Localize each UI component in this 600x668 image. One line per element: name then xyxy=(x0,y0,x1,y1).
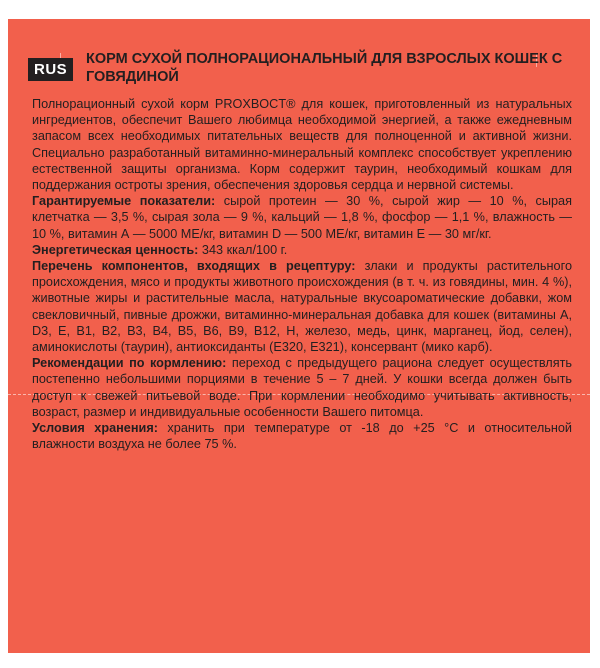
label-text-body xyxy=(32,96,572,452)
section-storage-conditions xyxy=(32,420,572,452)
section-heading: Рекомендации по кормлению: xyxy=(32,356,227,371)
section-guaranteed-analysis xyxy=(32,193,572,242)
section-heading: Перечень компонентов, входящих в рецептуру: xyxy=(32,259,356,274)
section-text: хранить при температуре от -18 до +25 °С и относительной влажности воздуха не более 75 %. xyxy=(32,421,572,452)
section-text: сырой протеин — 30 %, сырой жир — 10 %, сырая клетчатка — 3,5 %, сырая зола — 9 %, кальций — 1,8 %, фосфор — 1,1 %, влажность — 10 %, витамин А — 5000 МЕ/кг, витамин D — 500 МЕ/кг, витамин Е — 30 мг/кг. xyxy=(32,194,572,241)
section-feeding-recommendations xyxy=(32,355,572,420)
intro-paragraph: Полнорационный сухой корм PROXBOCT® для кошек, приготовленный из натуральных ингредиентов, обеспечит Вашего любимца необходимой энергией, а также ежедневным запасом всех необходимых питательных веществ для полноценной и активной жизни. Специально разработанный витаминно-минеральный комплекс способствует укреплению естественной защиты организма. Корм содержит таурин, необходимый кошкам для поддержания остроты зрения, обеспечения здоровья сердца и нервной системы. xyxy=(32,97,572,193)
product-title: КОРМ СУХОЙ ПОЛНОРАЦИОНАЛЬНЫЙ ДЛЯ ВЗРОСЛЫХ КОШЕК С ГОВЯДИНОЙ xyxy=(86,51,563,85)
section-heading: Условия хранения: xyxy=(32,421,158,436)
section-heading: Энергетическая ценность: xyxy=(32,242,199,257)
section-heading: Гарантируемые показатели: xyxy=(32,194,216,209)
language-badge: RUS xyxy=(28,58,73,81)
section-ingredients xyxy=(32,258,572,355)
section-text: злаки и продукты растительного происхождения, мясо и продукты животного происхождения (в т. ч. из говядины, мин. 4 %), животные жиры и растительные масла, натуральные вкусоароматические добавки, жом свекловичный, пивные дрожжи, витаминно-минеральная добавка для кошек (витамины А, D3, Е, В1, В2, В3, В4, В5, В6, В9, В12, Н, железо, медь, цинк, марганец, йод, селен), аминокислоты (таурин), антиоксиданты (Е320, Е321), консервант (мико карб). xyxy=(32,259,572,355)
section-energy-value xyxy=(32,242,572,258)
section-text: 343 ккал/100 г. xyxy=(198,242,288,257)
section-text: переход с предыдущего рациона следует осуществлять постепенно небольшими порциями в течение 5 – 7 дней. У кошки всегда должен быть доступ к свежей питьевой воде. При кормлении необходимо учитывать активность, возраст, размер и индивидуальные особенности Вашего питомца. xyxy=(32,356,573,419)
